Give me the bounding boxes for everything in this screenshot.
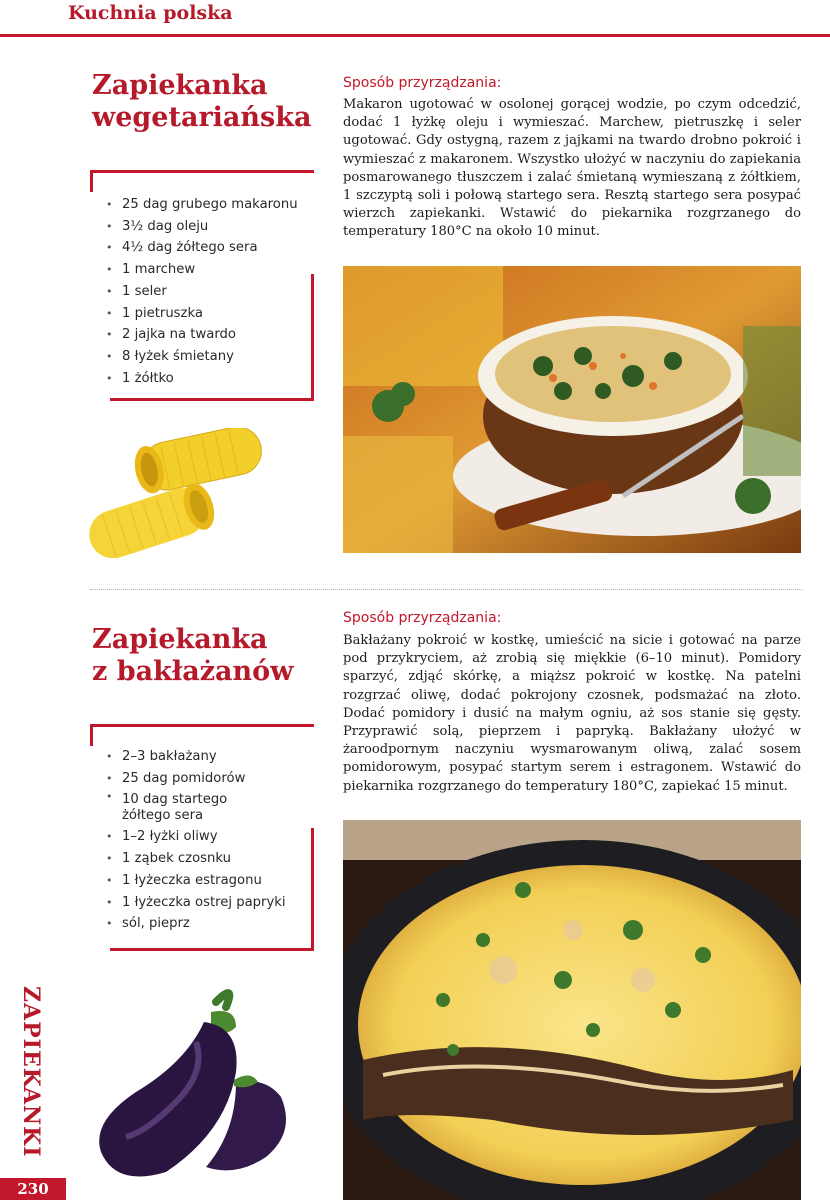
ingredient-item: • 25 dag pomidorów	[106, 768, 286, 790]
ingredient-item: • 2–3 bakłażany	[106, 746, 286, 768]
section-side-tab	[10, 986, 44, 1166]
ingredient-item: • 1 seler	[106, 281, 298, 303]
ingredients-frame-bottom	[110, 948, 314, 951]
ingredient-item: • 1 łyżeczka estragonu	[106, 870, 286, 892]
recipe-2-title-line1: Zapiekanka	[92, 624, 268, 655]
ingredient-item: • 8 łyżek śmietany	[106, 346, 298, 368]
recipe-2-ingredients-box	[90, 724, 314, 952]
recipe-1-method-label: Sposób przyrządzania:	[343, 75, 502, 91]
ingredients-frame-right	[311, 274, 314, 400]
side-tab-label: ZAPIEKANKI	[18, 986, 44, 1158]
ingredient-item: • sól, pieprz	[106, 913, 286, 935]
page-header	[0, 0, 830, 40]
ingredient-item: • 1 ząbek czosnku	[106, 848, 286, 870]
ingredients-frame-top	[90, 170, 314, 173]
recipe-1-ingredient-list	[106, 194, 298, 389]
recipe-1-title-line1: Zapiekanka	[92, 70, 268, 101]
header-rule	[0, 34, 830, 37]
ingredients-frame-left	[90, 170, 93, 192]
eggplant-illustration	[86, 982, 316, 1182]
ingredient-item: • 1 pietruszka	[106, 303, 298, 325]
recipe-2-ingredient-list	[106, 746, 286, 935]
ingredients-frame-right	[311, 828, 314, 950]
recipe-1-title	[92, 70, 311, 135]
recipe-1-method-text: Makaron ugotować w osolonej gorącej wodzie, po czym odcedzić, dodać 1 łyżkę oleju i wymieszać. Marchew, pietruszkę i seler ugotować. Gdy ostygną, razem z jajkami na twardo drobno pokroić i wymieszać z makaronem. Wszystko ułożyć w naczyniu do zapiekania posmarowanego tłuszczem i zalać śmietaną wymieszaną z żółtkiem, 1 szczyptą soli i połową startego sera. Resztą startego sera posypać wierzch zapiekanki. Wstawić do piekarnika rozgrzanego do temperatury 180°C na około 10 minut.	[343, 97, 801, 240]
ingredient-item: • 1 marchew	[106, 259, 298, 281]
ingredients-frame-bottom	[110, 398, 314, 401]
recipe-2-method-label: Sposób przyrządzania:	[343, 610, 502, 626]
page-number: 230	[0, 1178, 66, 1200]
eggplant-bake-photo	[343, 820, 801, 1200]
recipe-2-method-text: Bakłażany pokroić w kostkę, umieścić na sicie i gotować na parze pod przykryciem, aż zrobią się miękkie (6–10 minut). Pomidory sparzyć, zdjąć skórkę, a miąższ pokroić w kostkę. Na patelni rozgrzać oliwę, dodać pokrojony czosnek, podsmażać na złoto. Dodać pomidory i dusić na małym ogniu, aż sos stanie się gęsty. Przyprawić solą, pieprzem i papryką. Bakłażany ułożyć w żaroodpornym naczyniu wysmarowanym oliwą, zalać sosem pomidorowym, posypać startym serem i estragonem. Wstawić do piekarnika rozgrzanego do temperatury 180°C, zapiekać 15 minut.	[343, 633, 801, 794]
pasta-illustration	[78, 428, 298, 558]
ingredient-item: • 3½ dag oleju	[106, 216, 298, 238]
recipe-1-title-line2: wegetariańska	[92, 102, 312, 134]
ingredients-frame-left	[90, 724, 93, 746]
ingredient-item: • 2 jajka na twardo	[106, 324, 298, 346]
recipe-2-title	[92, 624, 293, 689]
recipe-1-ingredients-box	[90, 170, 314, 402]
ingredient-item: • 1–2 łyżki oliwy	[106, 826, 286, 848]
ingredient-item: • 1 łyżeczka ostrej papryki	[106, 892, 286, 914]
header-title: Kuchnia polska	[68, 2, 233, 24]
casserole-photo	[343, 266, 801, 553]
ingredient-item: • 10 dag startego żółtego sera	[106, 789, 232, 826]
ingredient-item: • 25 dag grubego makaronu	[106, 194, 298, 216]
ingredients-frame-top	[90, 724, 314, 727]
section-divider	[90, 589, 802, 590]
ingredient-item: • 4½ dag żółtego sera	[106, 237, 298, 259]
ingredient-item: • 1 żółtko	[106, 368, 298, 390]
recipe-2-title-line2: z bakłażanów	[92, 656, 294, 688]
